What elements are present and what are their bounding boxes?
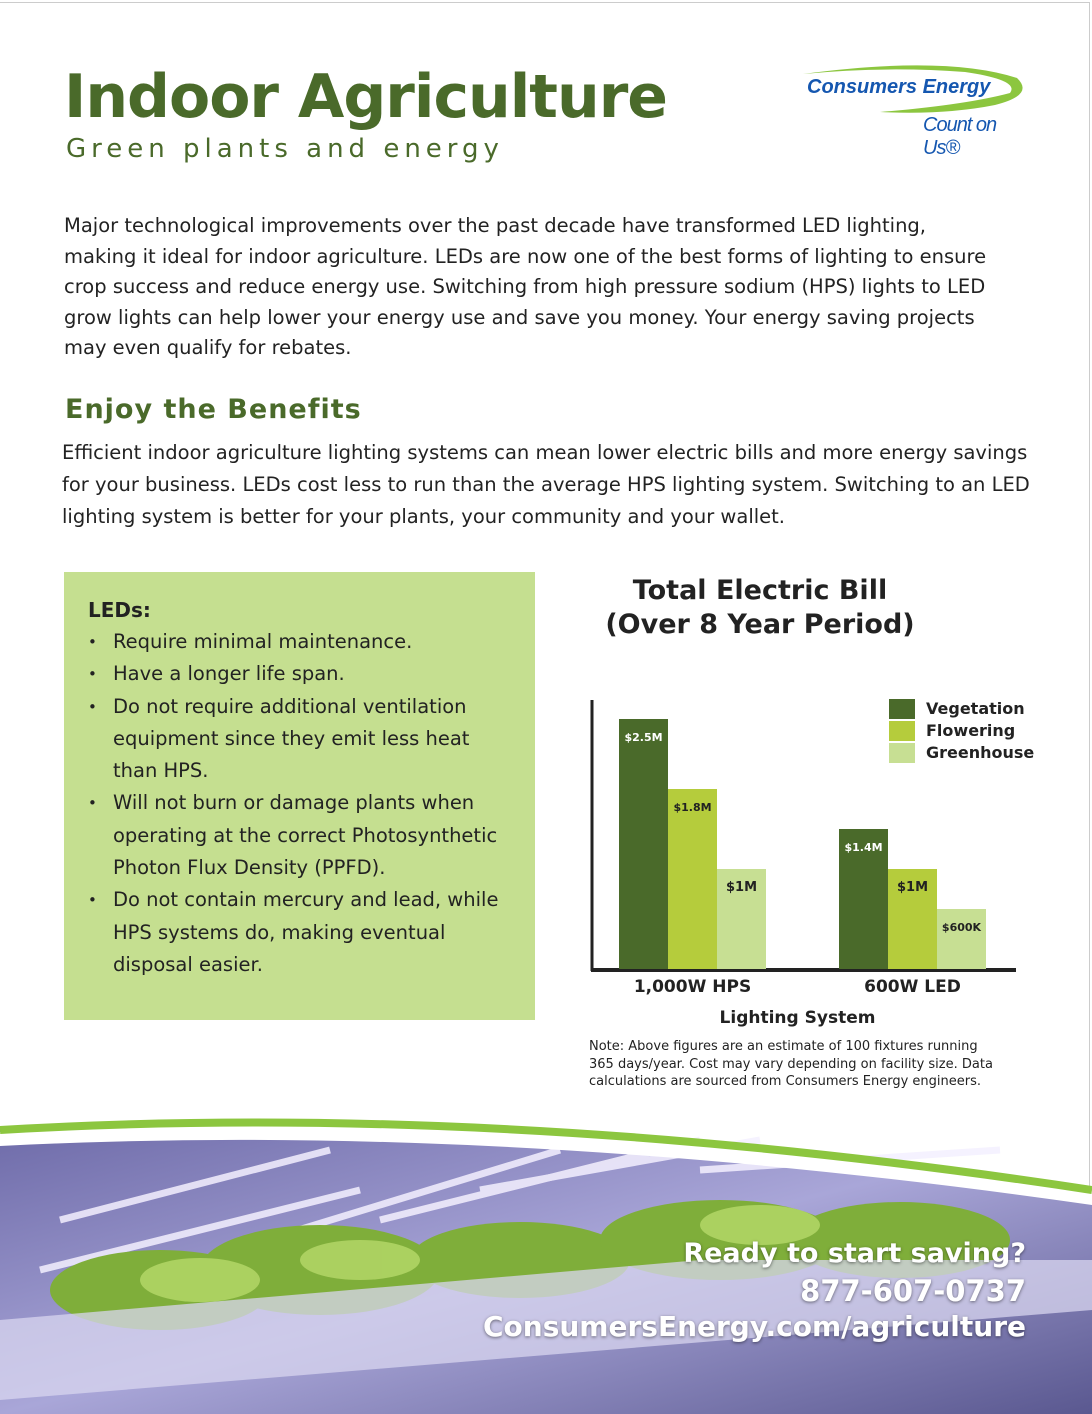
bar-data-label: $1M	[896, 880, 929, 895]
chart-title-line: (Over 8 Year Period)	[605, 609, 915, 640]
leds-box	[64, 572, 535, 1020]
consumers-energy-logo	[795, 60, 1035, 159]
x-tick-label: 600W LED	[864, 977, 961, 997]
bar-greenhouse	[937, 909, 986, 969]
bar-data-label: $600K	[941, 921, 982, 934]
legend-swatch	[889, 743, 915, 763]
bar-data-label: $2.5M	[624, 731, 663, 744]
legend-label: Vegetation	[926, 699, 1025, 718]
bar-chart	[580, 690, 1040, 1000]
page-subtitle: Green plants and energy	[66, 134, 504, 164]
legend-swatch	[889, 721, 915, 741]
greenhouse-photo	[0, 1110, 1092, 1414]
cta-url[interactable]: ConsumersEnergy.com/agriculture	[482, 1310, 1026, 1343]
bar-flowering	[668, 789, 717, 969]
leds-list	[88, 626, 511, 981]
bar-vegetation	[619, 719, 668, 969]
chart-note: Note: Above figures are an estimate of 100 fixtures running 365 days/year. Cost may vary depending on facility size. Data calculations are sourced from Consumers Energy engineers.	[589, 1039, 993, 1089]
logo-tagline: Count on Us®	[923, 114, 997, 159]
list-item: • Will not burn or damage plants when operating at the correct Photosynthetic Photon Flux Density (PPFD).	[88, 787, 511, 884]
bar-data-label: $1.8M	[673, 801, 712, 814]
list-item: • Do not contain mercury and lead, while HPS systems do, making eventual disposal easier.	[88, 884, 511, 981]
cta-phone[interactable]: 877-607-0737	[800, 1274, 1026, 1308]
benefits-heading: Enjoy the Benefits	[65, 394, 362, 425]
legend-swatch	[889, 699, 915, 719]
x-tick-label: 1,000W HPS	[633, 977, 752, 997]
benefits-paragraph: Efficient indoor agriculture lighting systems can mean lower electric bills and more energy savings for your business. LEDs cost less to run than the average HPS lighting system. Switching to an LED lighting system is better for your plants, your community and your wallet.	[62, 441, 1030, 528]
chart-title	[600, 574, 920, 642]
page-title: Indoor Agriculture	[64, 62, 667, 132]
list-item: • Require minimal maintenance.	[88, 626, 511, 658]
list-item: • Do not require additional ventilation equipment since they emit less heat than HPS.	[88, 691, 511, 788]
legend-label: Flowering	[926, 721, 1016, 740]
list-item: • Have a longer life span.	[88, 658, 511, 690]
chart-title-line: Total Electric Bill	[632, 575, 888, 606]
logo-name: Consumers Energy	[807, 76, 991, 98]
leds-box-title: LEDs:	[88, 598, 151, 622]
bar-data-label: $1.4M	[844, 841, 883, 854]
legend-label: Greenhouse	[926, 743, 1035, 762]
bar-data-label: $1M	[725, 880, 758, 895]
intro-paragraph: Major technological improvements over the past decade have transformed LED lighting, making it ideal for indoor agriculture. LEDs are now one of the best forms of lighting to ensure crop success and reduce energy use. Switching from high pressure sodium (HPS) lights to LED grow lights can help lower your energy use and save you money. Your energy saving projects may even qualify for rebates.	[64, 214, 987, 359]
cta-question: Ready to start saving?	[683, 1238, 1026, 1269]
chart-x-axis-label: Lighting System	[719, 1008, 876, 1028]
